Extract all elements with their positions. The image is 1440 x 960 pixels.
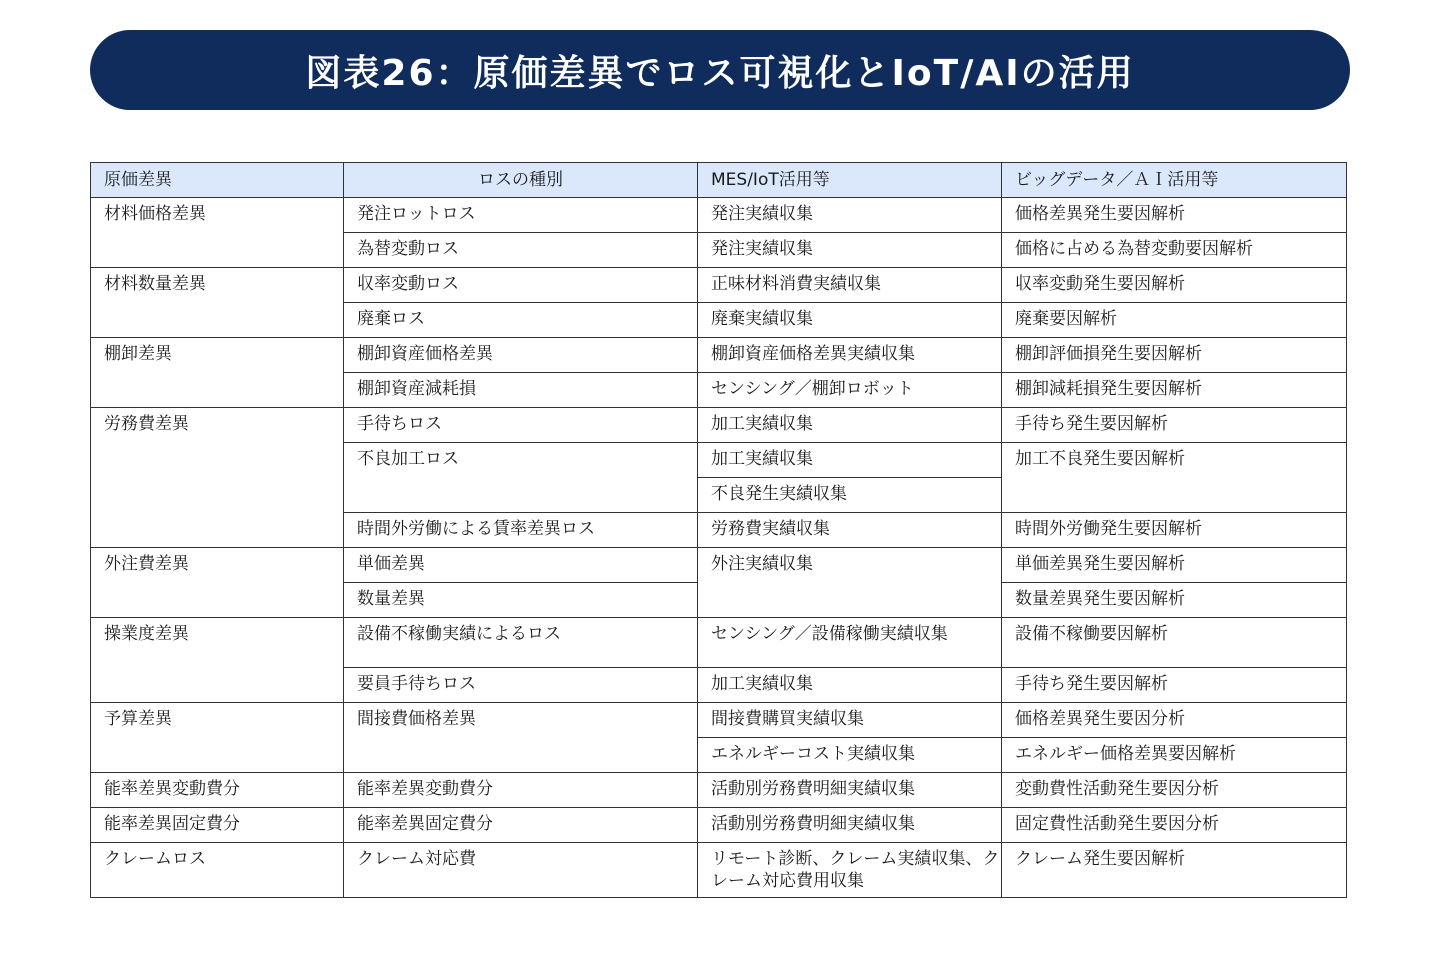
table-row	[91, 773, 1347, 808]
table-row	[91, 808, 1347, 843]
cell-mes: 正味材料消費実績収集	[698, 268, 1002, 303]
cell-mes: センシング／設備稼働実績収集	[698, 618, 1002, 668]
cell-loss: 要員手待ちロス	[344, 668, 698, 703]
cell-ai: 価格に占める為替変動要因解析	[1002, 233, 1347, 268]
cell-variance: 操業度差異	[91, 618, 344, 703]
cell-loss: 間接費価格差異	[344, 703, 698, 773]
cell-ai: 手待ち発生要因解析	[1002, 668, 1347, 703]
cell-loss: 手待ちロス	[344, 408, 698, 443]
cell-ai: 棚卸減耗損発生要因解析	[1002, 373, 1347, 408]
table-row	[91, 548, 1347, 583]
cell-variance: 材料価格差異	[91, 198, 344, 268]
cell-mes: 廃棄実績収集	[698, 303, 1002, 338]
table-row	[91, 338, 1347, 373]
cell-loss: 廃棄ロス	[344, 303, 698, 338]
header-cost-variance: 原価差異	[91, 163, 344, 198]
cell-mes: 発注実績収集	[698, 198, 1002, 233]
cell-ai: 収率変動発生要因解析	[1002, 268, 1347, 303]
table-row	[91, 703, 1347, 738]
header-loss-type: ロスの種別	[344, 163, 698, 198]
header-mes-iot: MES/IoT活用等	[698, 163, 1002, 198]
cell-ai: エネルギー価格差異要因解析	[1002, 738, 1347, 773]
cell-ai: 加工不良発生要因解析	[1002, 443, 1347, 513]
cell-mes: 加工実績収集	[698, 443, 1002, 478]
cell-ai: 価格差異発生要因解析	[1002, 198, 1347, 233]
cell-loss: 収率変動ロス	[344, 268, 698, 303]
cell-mes: 活動別労務費明細実績収集	[698, 808, 1002, 843]
cell-mes: 活動別労務費明細実績収集	[698, 773, 1002, 808]
cell-variance: 予算差異	[91, 703, 344, 773]
cell-variance: 能率差異変動費分	[91, 773, 344, 808]
cell-variance: 材料数量差異	[91, 268, 344, 338]
page-title: 図表26：原価差異でロス可視化とIoT/AIの活用	[305, 52, 1135, 94]
cell-loss: 棚卸資産価格差異	[344, 338, 698, 373]
cell-ai: 固定費性活動発生要因分析	[1002, 808, 1347, 843]
cell-loss: 時間外労働による賃率差異ロス	[344, 513, 698, 548]
table-row	[91, 408, 1347, 443]
cell-mes: 労務費実績収集	[698, 513, 1002, 548]
cell-ai: クレーム発生要因解析	[1002, 843, 1347, 898]
cell-ai: 棚卸評価損発生要因解析	[1002, 338, 1347, 373]
cell-loss: クレーム対応費	[344, 843, 698, 898]
cell-mes: 間接費購買実績収集	[698, 703, 1002, 738]
cell-mes: 棚卸資産価格差異実績収集	[698, 338, 1002, 373]
cell-variance: クレームロス	[91, 843, 344, 898]
cell-mes: 加工実績収集	[698, 408, 1002, 443]
cell-variance: 棚卸差異	[91, 338, 344, 408]
cell-variance: 外注費差異	[91, 548, 344, 618]
header-bigdata-ai: ビッグデータ／ＡＩ活用等	[1002, 163, 1347, 198]
cell-mes: リモート診断、クレーム実績収集、クレーム対応費用収集	[698, 843, 1002, 898]
cell-mes: エネルギーコスト実績収集	[698, 738, 1002, 773]
cell-ai: 手待ち発生要因解析	[1002, 408, 1347, 443]
cell-loss: 能率差異変動費分	[344, 773, 698, 808]
cell-mes: 外注実績収集	[698, 548, 1002, 618]
cell-variance: 労務費差異	[91, 408, 344, 548]
title-banner	[90, 30, 1350, 110]
cell-mes: 発注実績収集	[698, 233, 1002, 268]
table-row	[91, 268, 1347, 303]
cell-loss: 設備不稼働実績によるロス	[344, 618, 698, 668]
table-row	[91, 198, 1347, 233]
cell-ai: 設備不稼働要因解析	[1002, 618, 1347, 668]
table-row	[91, 843, 1347, 898]
cell-ai: 単価差異発生要因解析	[1002, 548, 1347, 583]
cell-ai: 変動費性活動発生要因分析	[1002, 773, 1347, 808]
cell-loss: 不良加工ロス	[344, 443, 698, 513]
cost-variance-table	[90, 162, 1347, 898]
cell-loss: 為替変動ロス	[344, 233, 698, 268]
table-header-row	[91, 163, 1347, 198]
cell-ai: 数量差異発生要因解析	[1002, 583, 1347, 618]
cell-loss: 発注ロットロス	[344, 198, 698, 233]
table-row	[91, 618, 1347, 668]
cell-mes: 不良発生実績収集	[698, 478, 1002, 513]
cell-variance: 能率差異固定費分	[91, 808, 344, 843]
cell-loss: 棚卸資産減耗損	[344, 373, 698, 408]
cell-ai: 時間外労働発生要因解析	[1002, 513, 1347, 548]
cell-loss: 単価差異	[344, 548, 698, 583]
cell-mes: 加工実績収集	[698, 668, 1002, 703]
cell-loss: 数量差異	[344, 583, 698, 618]
cell-mes: センシング／棚卸ロボット	[698, 373, 1002, 408]
cell-ai: 廃棄要因解析	[1002, 303, 1347, 338]
cell-loss: 能率差異固定費分	[344, 808, 698, 843]
cell-ai: 価格差異発生要因分析	[1002, 703, 1347, 738]
